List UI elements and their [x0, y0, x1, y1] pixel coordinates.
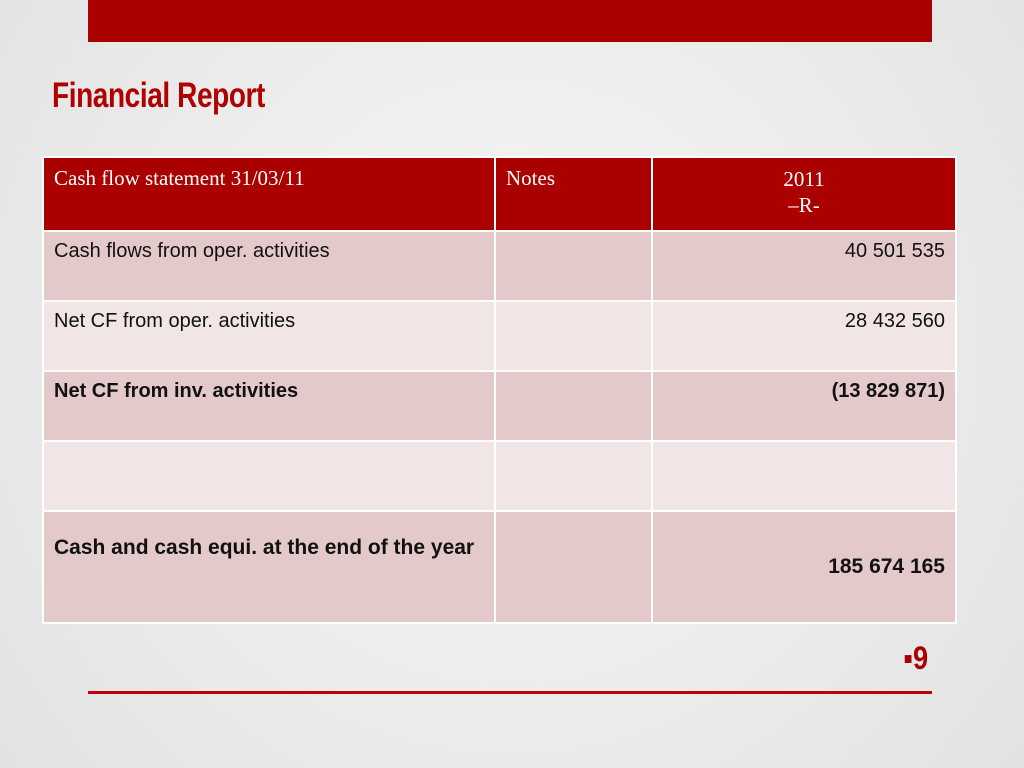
row-notes: [495, 371, 652, 441]
table-row: [43, 231, 956, 301]
row-label: Net CF from oper. activities: [43, 301, 495, 371]
table-row: [43, 371, 956, 441]
page-number: ▪9: [903, 640, 928, 676]
row-amount: 185 674 165: [652, 511, 956, 623]
row-label: Cash flows from oper. activities: [43, 231, 495, 301]
table-row: [43, 301, 956, 371]
row-amount: (13 829 871): [652, 371, 956, 441]
header-year-value: 2011: [783, 167, 825, 191]
cash-flow-table: [42, 156, 957, 624]
row-amount: 40 501 535: [652, 231, 956, 301]
header-year: [652, 157, 956, 231]
table-row-empty: [43, 441, 956, 511]
row-notes: [495, 301, 652, 371]
row-notes: [495, 441, 652, 511]
top-accent-bar: [88, 0, 932, 42]
header-statement: Cash flow statement 31/03/11: [43, 157, 495, 231]
row-amount: [652, 441, 956, 511]
row-notes: [495, 511, 652, 623]
row-label: Net CF from inv. activities: [43, 371, 495, 441]
header-notes: Notes: [495, 157, 652, 231]
row-label: [43, 441, 495, 511]
bottom-divider: [88, 691, 932, 694]
row-notes: [495, 231, 652, 301]
header-currency: –R-: [788, 193, 820, 217]
slide-title: Financial Report: [52, 76, 265, 115]
row-amount: 28 432 560: [652, 301, 956, 371]
row-label: Cash and cash equi. at the end of the year: [43, 511, 495, 623]
table-row-total: [43, 511, 956, 623]
table-header-row: [43, 157, 956, 231]
